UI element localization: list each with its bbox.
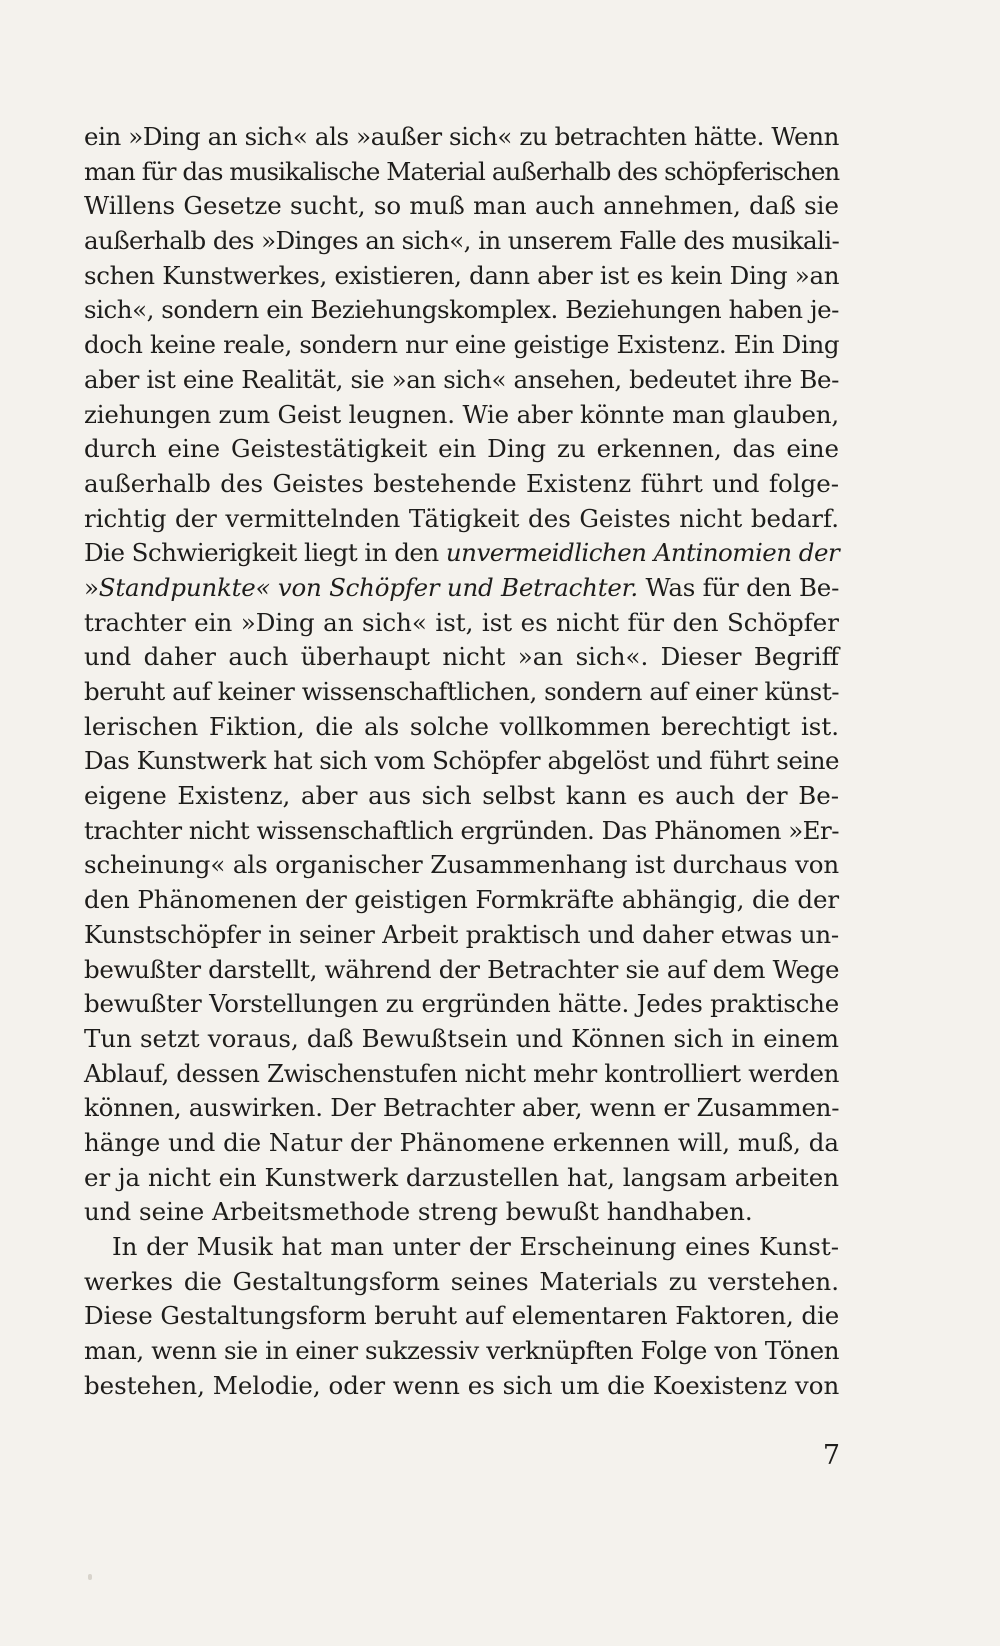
text-line: und daher auch überhaupt nicht »an sich«. Dieser Begriff <box>84 642 839 672</box>
text-line: ein »Ding an sich« als »außer sich« zu betrachten hätte. Wenn <box>84 122 839 151</box>
text-line: Das Kunstwerk hat sich vom Schöpfer abgelöst und führt seine <box>84 746 839 776</box>
text-line: Ablauf, dessen Zwischenstufen nicht mehr kontrolliert werden <box>84 1058 839 1088</box>
roman-text: » <box>84 572 99 602</box>
text-line: lerischen Fiktion, die als solche vollkommen berechtigt ist. <box>84 711 839 741</box>
page-number: 7 <box>822 1440 840 1471</box>
text-line: hänge und die Natur der Phänomene erkennen will, muß, da <box>84 1127 839 1157</box>
text-line: ziehungen zum Geist leugnen. Wie aber könnte man glauben, <box>84 399 839 429</box>
text-line: aber ist eine Realität, sie »an sich« ansehen, bedeutet ihre Be- <box>84 364 840 394</box>
body-text <box>84 120 839 1403</box>
text-line <box>84 536 839 571</box>
text-line: schen Kunstwerkes, existieren, dann aber ist es kein Ding »an <box>84 260 840 290</box>
text-line: können, auswirken. Der Betrachter aber, wenn er Zusammen- <box>84 1093 840 1123</box>
paper-speck <box>88 1574 92 1580</box>
text-line: Kunstschöpfer in seiner Arbeit praktisch und daher etwas un- <box>84 919 839 949</box>
text-line: man für das musikalische Material außerhalb des schöpferischen <box>84 156 840 186</box>
text-line: Willens Gesetze sucht, so muß man auch annehmen, daß sie <box>84 191 839 221</box>
roman-text: Was für den Be- <box>637 572 840 602</box>
text-line: Diese Gestaltungsform beruht auf elementaren Faktoren, die <box>84 1301 840 1331</box>
text-line: sich«, sondern ein Beziehungskomplex. Beziehungen haben je- <box>84 295 839 325</box>
text-line: trachter nicht wissenschaftlich ergründen. Das Phänomen »Er- <box>84 815 839 845</box>
italic-text: Standpunkte« von Schöpfer und Betrachter. <box>98 572 638 602</box>
text-line: eigene Existenz, aber aus sich selbst kann es auch der Be- <box>84 781 839 811</box>
text-line: werkes die Gestaltungsform seines Materials zu verstehen. <box>84 1266 839 1296</box>
text-line: den Phänomenen der geistigen Formkräfte abhängig, die der <box>84 885 839 915</box>
text-line <box>84 571 839 606</box>
text-line: außerhalb des »Dinges an sich«, in unserem Falle des musikali- <box>84 226 840 256</box>
text-line: scheinung« als organischer Zusammenhang ist durchaus von <box>84 850 839 880</box>
text-line: und seine Arbeitsmethode streng bewußt handhaben. <box>84 1197 753 1227</box>
roman-text: Die Schwierigkeit liegt in den <box>84 538 446 568</box>
text-line: Tun setzt voraus, daß Bewußtsein und Können sich in einem <box>84 1023 839 1053</box>
text-line: man, wenn sie in einer sukzessiv verknüpften Folge von Tönen <box>84 1336 840 1366</box>
text-line: bewußter darstellt, während der Betrachter sie auf dem Wege <box>84 954 840 984</box>
text-line: durch eine Geistestätigkeit ein Ding zu erkennen, das eine <box>84 434 839 464</box>
text-line: trachter ein »Ding an sich« ist, ist es nicht für den Schöpfer <box>84 607 839 637</box>
text-line: richtig der vermittelnden Tätigkeit des Geistes nicht bedarf. <box>84 503 839 533</box>
text-line: beruht auf keiner wissenschaftlichen, sondern auf einer künst- <box>84 677 840 706</box>
text-line: er ja nicht ein Kunstwerk darzustellen hat, langsam arbeiten <box>84 1162 839 1192</box>
text-line: In der Musik hat man unter der Erscheinung eines Kunst- <box>112 1232 839 1261</box>
text-line: außerhalb des Geistes bestehende Existenz führt und folge- <box>84 468 839 498</box>
text-line: bewußter Vorstellungen zu ergründen hätte. Jedes praktische <box>84 989 839 1019</box>
italic-text: unvermeidlichen Antinomien der <box>445 538 840 568</box>
text-line: bestehen, Melodie, oder wenn es sich um die Koexistenz von <box>84 1370 840 1400</box>
text-line: doch keine reale, sondern nur eine geistige Existenz. Ein Ding <box>84 330 840 360</box>
